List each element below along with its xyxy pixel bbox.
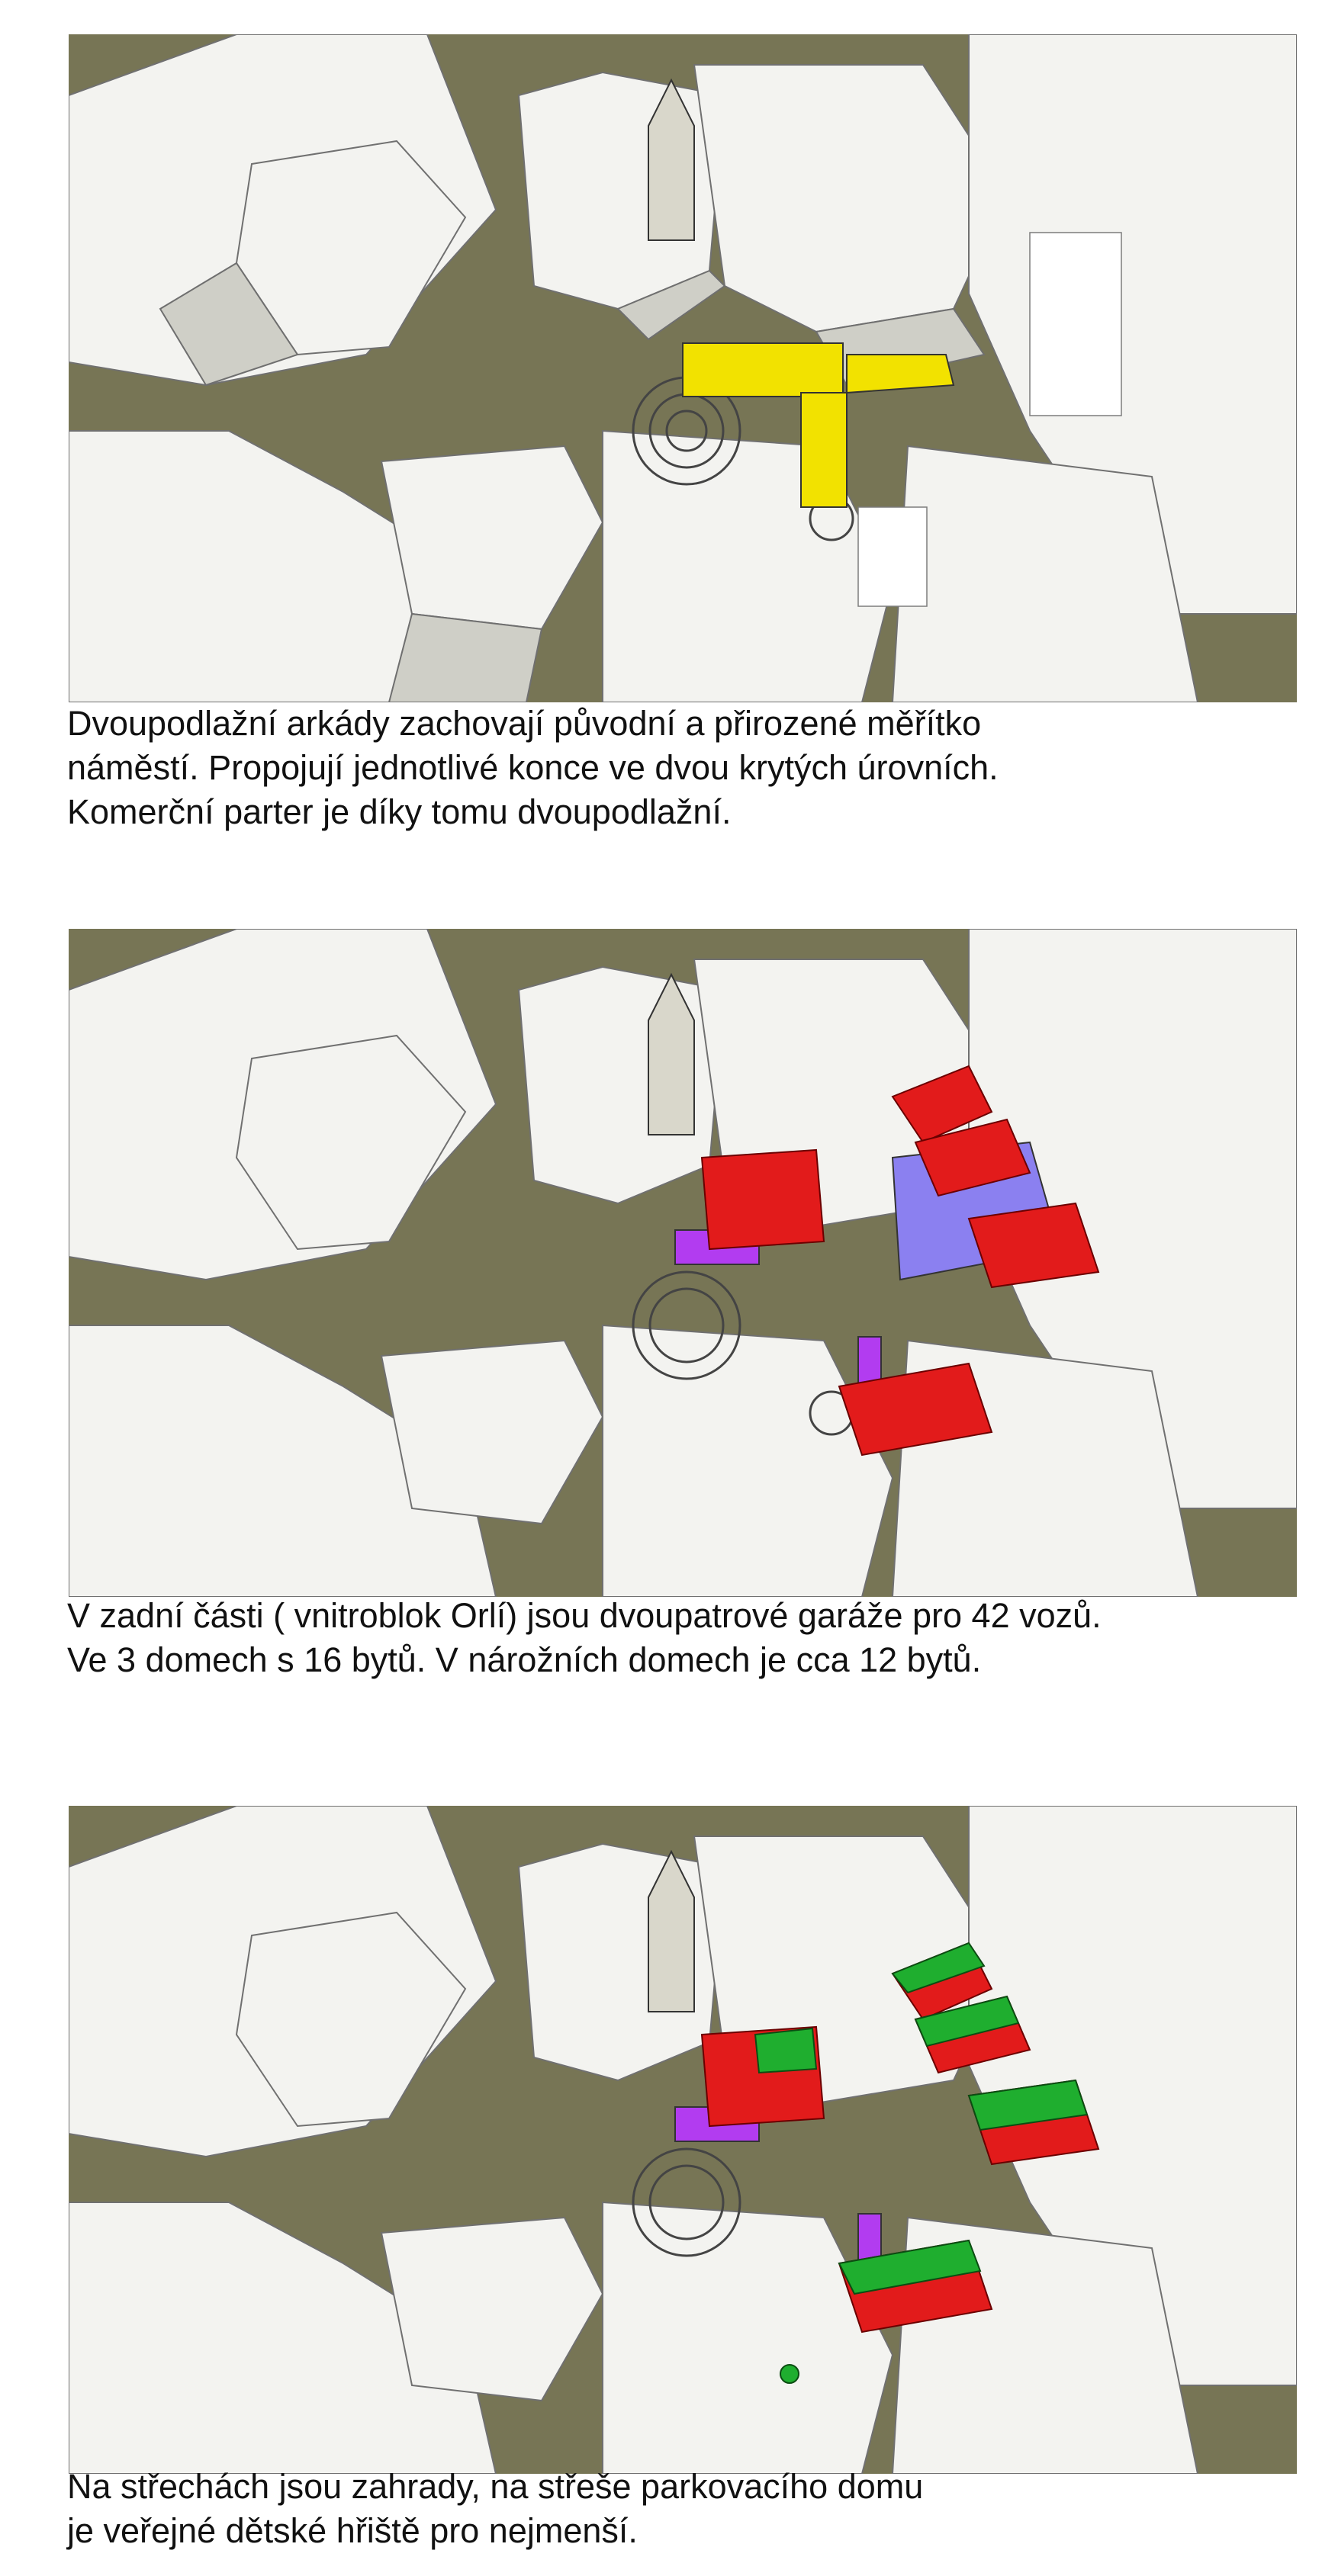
aerial-view-garages: [69, 929, 1297, 1597]
aerial-view-arcades: [69, 34, 1297, 702]
aerial-view-roof-gardens: [69, 1806, 1297, 2474]
caption-line: Komerční parter je díky tomu dvoupodlažní.: [67, 792, 732, 831]
caption-line: Na střechách jsou zahrady, na střeše parkovacího domu: [67, 2467, 924, 2506]
model-render-garages: [69, 929, 1297, 1597]
caption-line: je veřejné dětské hřiště pro nejmenší.: [67, 2511, 638, 2550]
caption-garages: [67, 1594, 1257, 1682]
caption-roof-gardens: [67, 2465, 1257, 2553]
caption-line: náměstí. Propojují jednotlivé konce ve dvou krytých úrovních.: [67, 748, 999, 787]
model-render-arcades: [69, 34, 1297, 702]
model-render-roof-gardens: [69, 1806, 1297, 2474]
caption-line: V zadní části ( vnitroblok Orlí) jsou dvoupatrové garáže pro 42 vozů.: [67, 1596, 1102, 1635]
caption-line: Ve 3 domech s 16 bytů. V nárožních domech je cca 12 bytů.: [67, 1640, 982, 1679]
caption-arcades: [67, 702, 1257, 834]
caption-line: Dvoupodlažní arkády zachovají původní a přirozené měřítko: [67, 704, 982, 743]
